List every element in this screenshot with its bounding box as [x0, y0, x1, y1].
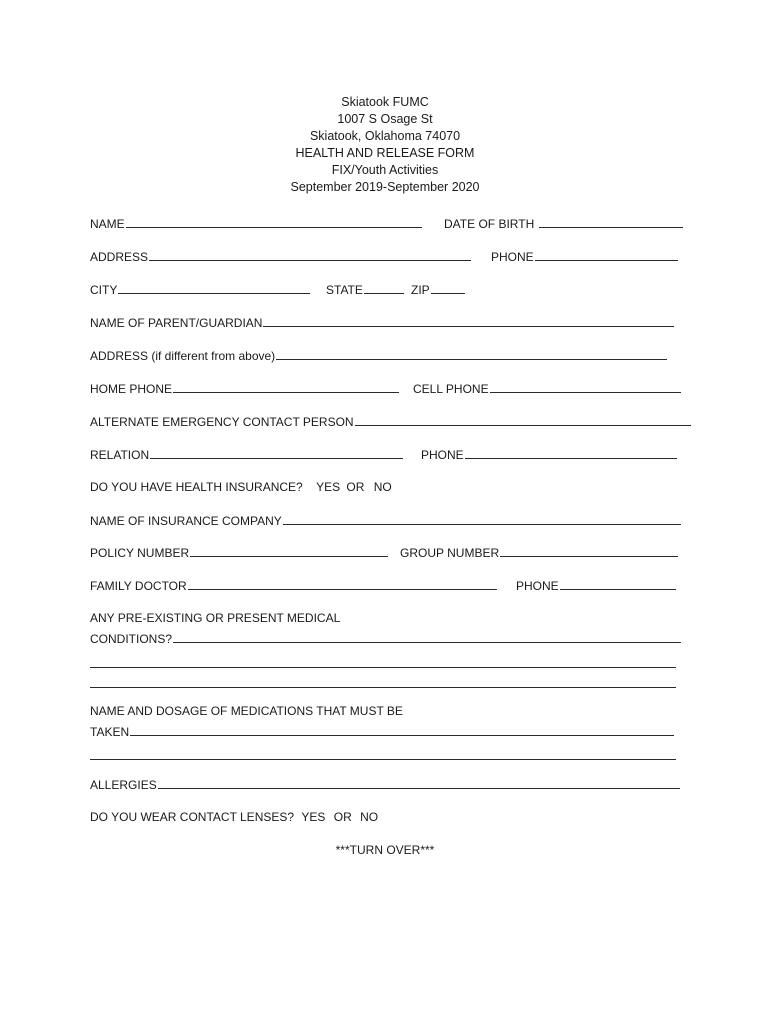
conditions-field[interactable]: [173, 631, 681, 643]
state-label: STATE: [326, 283, 363, 297]
program-name: FIX/Youth Activities: [331, 163, 439, 177]
home-phone-field[interactable]: [173, 381, 399, 393]
insurance-question-row: [90, 480, 392, 494]
dob-field[interactable]: [539, 216, 683, 228]
medications-row: [90, 724, 674, 739]
medications-extra-line[interactable]: [90, 758, 676, 760]
insurance-no-option[interactable]: NO: [373, 480, 392, 494]
doctor-phone-label: PHONE: [516, 579, 559, 593]
zip-label: ZIP: [411, 283, 430, 297]
medications-label-line-1: NAME AND DOSAGE OF MEDICATIONS THAT MUST BE: [90, 704, 403, 718]
parent-field[interactable]: [263, 315, 674, 327]
address-alt-row: [90, 348, 667, 363]
allergies-field[interactable]: [158, 777, 680, 789]
name-field[interactable]: [126, 216, 422, 228]
address-alt-field[interactable]: [276, 348, 667, 360]
relation-phone-row: [421, 447, 677, 462]
phone-field[interactable]: [535, 249, 678, 261]
name-row: [90, 216, 422, 231]
parent-row: [90, 315, 674, 330]
address-label: ADDRESS: [90, 250, 149, 264]
cell-phone-label: CELL PHONE: [413, 382, 489, 396]
contacts-question-row: [90, 810, 378, 824]
contacts-question: DO YOU WEAR CONTACT LENSES?: [90, 810, 295, 824]
doctor-row: [90, 578, 497, 593]
cell-phone-field[interactable]: [490, 381, 681, 393]
relation-field[interactable]: [150, 447, 403, 459]
contacts-or-text: OR: [333, 810, 352, 824]
insurance-company-field[interactable]: [283, 513, 681, 525]
zip-row: [411, 282, 465, 297]
doctor-phone-row: [516, 578, 676, 593]
address-alt-label: ADDRESS (if different from above): [90, 349, 276, 363]
conditions-extra-line-1[interactable]: [90, 666, 676, 668]
org-street: 1007 S Osage St: [337, 112, 433, 126]
city-row: [90, 282, 310, 297]
group-field[interactable]: [500, 545, 678, 557]
home-phone-label: HOME PHONE: [90, 382, 173, 396]
org-city: Skiatook, Oklahoma 74070: [309, 129, 461, 143]
form-title: HEALTH AND RELEASE FORM: [295, 146, 475, 160]
dob-row: [444, 216, 683, 231]
group-row: [400, 545, 678, 560]
relation-phone-label: PHONE: [421, 448, 464, 462]
name-label: NAME: [90, 217, 125, 231]
medications-field[interactable]: [130, 724, 674, 736]
phone-row: [491, 249, 678, 264]
relation-label: RELATION: [90, 448, 150, 462]
doctor-field[interactable]: [188, 578, 497, 590]
contacts-no-option[interactable]: NO: [360, 810, 379, 824]
conditions-extra-line-2[interactable]: [90, 686, 676, 688]
alt-contact-label: ALTERNATE EMERGENCY CONTACT PERSON: [90, 415, 354, 429]
policy-field[interactable]: [190, 545, 388, 557]
medications-label: TAKEN: [90, 725, 130, 739]
allergies-row: [90, 777, 680, 792]
city-label: CITY: [90, 283, 118, 297]
contacts-yes-option[interactable]: YES: [301, 810, 326, 824]
policy-row: [90, 545, 388, 560]
address-field[interactable]: [149, 249, 471, 261]
allergies-label: ALLERGIES: [90, 778, 157, 792]
doctor-label: FAMILY DOCTOR: [90, 579, 187, 593]
policy-label: POLICY NUMBER: [90, 546, 190, 560]
alt-contact-field[interactable]: [355, 414, 691, 426]
insurance-question: DO YOU HAVE HEALTH INSURANCE?: [90, 480, 303, 494]
conditions-label: CONDITIONS?: [90, 632, 173, 646]
insurance-company-label: NAME OF INSURANCE COMPANY: [90, 514, 282, 528]
address-row: [90, 249, 471, 264]
form-header: [0, 94, 770, 196]
zip-field[interactable]: [431, 282, 465, 294]
relation-phone-field[interactable]: [465, 447, 677, 459]
state-field[interactable]: [364, 282, 404, 294]
turn-over-note: ***TURN OVER***: [335, 843, 435, 857]
home-phone-row: [90, 381, 399, 396]
alt-contact-row: [90, 414, 691, 429]
program-dates: September 2019-September 2020: [290, 180, 480, 194]
dob-label: DATE OF BIRTH: [444, 217, 535, 231]
phone-label: PHONE: [491, 250, 534, 264]
parent-label: NAME OF PARENT/GUARDIAN: [90, 316, 263, 330]
group-label: GROUP NUMBER: [400, 546, 500, 560]
insurance-yes-option[interactable]: YES: [316, 480, 341, 494]
insurance-or-text: OR: [346, 480, 365, 494]
conditions-label-line-1: ANY PRE-EXISTING OR PRESENT MEDICAL: [90, 611, 341, 625]
doctor-phone-field[interactable]: [560, 578, 676, 590]
insurance-company-row: [90, 513, 681, 528]
state-row: [326, 282, 404, 297]
city-field[interactable]: [118, 282, 310, 294]
conditions-row: [90, 631, 681, 646]
cell-phone-row: [413, 381, 681, 396]
relation-row: [90, 447, 403, 462]
org-name: Skiatook FUMC: [341, 95, 429, 109]
